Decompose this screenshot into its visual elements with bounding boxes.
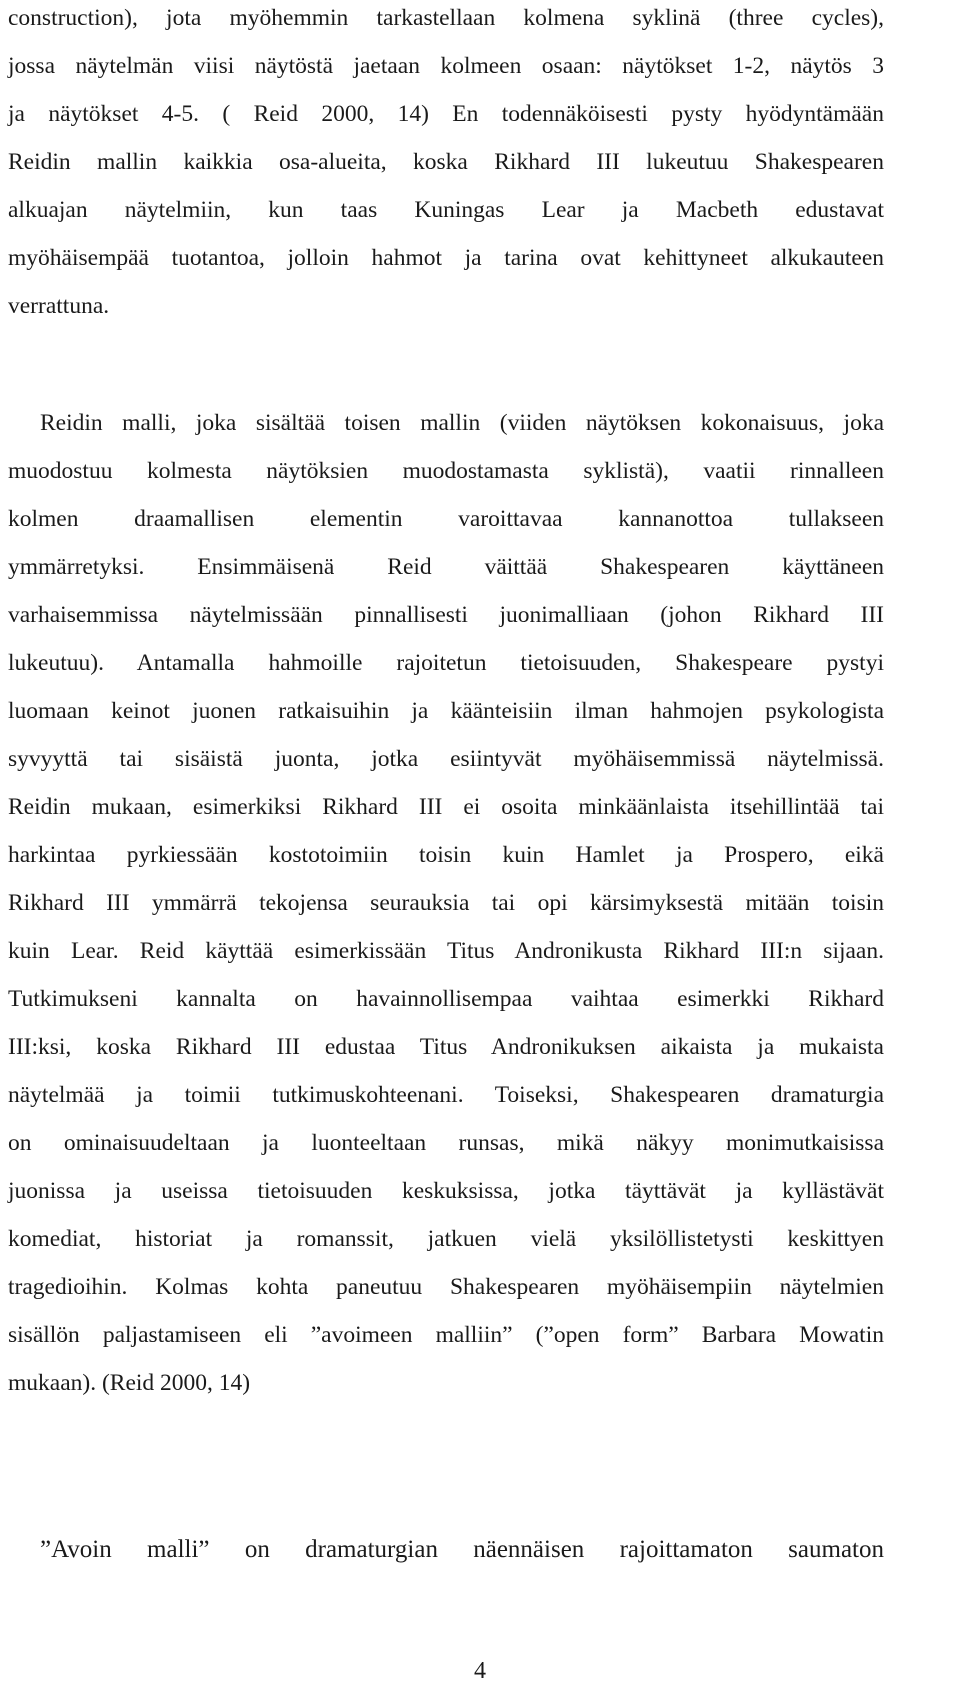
text-line: kuin Lear. Reid käyttää esimerkissään Titus Andronikusta Rikhard III:n sijaan. — [8, 938, 884, 964]
text-line: ”Avoin malli” on dramaturgian näennäisen rajoittamaton saumaton — [40, 1536, 884, 1563]
text-line: Rikhard III ymmärrä tekojensa seurauksia tai opi kärsimyksestä mitään toisin — [8, 890, 884, 916]
page-number: 4 — [474, 1658, 486, 1684]
paragraph-2 — [8, 399, 884, 1407]
text-line: construction), jota myöhemmin tarkastellaan kolmena syklinä (three cycles), — [8, 5, 884, 31]
text-line: Reidin mukaan, esimerkiksi Rikhard III ei osoita minkäänlaista itsehillintää tai — [8, 794, 884, 820]
text-line: ja näytökset 4-5. ( Reid 2000, 14) En todennäköisesti pysty hyödyntämään — [8, 101, 884, 127]
text-line: Reidin mallin kaikkia osa-alueita, koska Rikhard III lukeutuu Shakespearen — [8, 149, 884, 175]
text-line: harkintaa pyrkiessään kostotoimiin toisin kuin Hamlet ja Prospero, eikä — [8, 842, 884, 868]
text-line: alkuajan näytelmiin, kun taas Kuningas Lear ja Macbeth edustavat — [8, 197, 884, 223]
text-line: jossa näytelmän viisi näytöstä jaetaan kolmeen osaan: näytökset 1-2, näytös 3 — [8, 53, 884, 79]
text-line: myöhäisempää tuotantoa, jolloin hahmot ja tarina ovat kehittyneet alkukauteen — [8, 245, 884, 271]
text-line: komediat, historiat ja romanssit, jatkuen vielä yksilöllistetysti keskittyen — [8, 1226, 884, 1252]
text-line: III:ksi, koska Rikhard III edustaa Titus Andronikuksen aikaista ja mukaista — [8, 1034, 884, 1060]
text-line: mukaan). (Reid 2000, 14) — [8, 1370, 251, 1396]
text-line: muodostuu kolmesta näytöksien muodostamasta syklistä), vaatii rinnalleen — [8, 458, 884, 484]
paragraph-1 — [8, 0, 884, 330]
text-line: Tutkimukseni kannalta on havainnollisempaa vaihtaa esimerkki Rikhard — [8, 986, 884, 1012]
text-line: luomaan keinot juonen ratkaisuihin ja käänteisiin ilman hahmojen psykologista — [8, 698, 884, 724]
text-line: Reidin malli, joka sisältää toisen mallin (viiden näytöksen kokonaisuus, joka — [40, 410, 884, 436]
text-line: juonissa ja useissa tietoisuuden keskuksissa, jotka täyttävät ja kyllästävät — [8, 1178, 884, 1204]
text-line: on ominaisuudeltaan ja luonteeltaan runsas, mikä näkyy monimutkaisissa — [8, 1130, 884, 1156]
text-line: syvyyttä tai sisäistä juonta, jotka esiintyvät myöhäisemmissä näytelmissä. — [8, 746, 884, 772]
text-line: kolmen draamallisen elementin varoittavaa kannanottoa tullakseen — [8, 506, 884, 532]
paragraph-3 — [8, 1526, 884, 1574]
text-line: ymmärretyksi. Ensimmäisenä Reid väittää Shakespearen käyttäneen — [8, 554, 884, 580]
text-line: näytelmää ja toimii tutkimuskohteenani. Toiseksi, Shakespearen dramaturgia — [8, 1082, 884, 1108]
text-line: verrattuna. — [8, 293, 110, 319]
text-line: varhaisemmissa näytelmissään pinnallisesti juonimalliaan (johon Rikhard III — [8, 602, 884, 628]
text-line: sisällön paljastamiseen eli ”avoimeen malliin” (”open form” Barbara Mowatin — [8, 1322, 884, 1348]
text-line: lukeutuu). Antamalla hahmoille rajoitetun tietoisuuden, Shakespeare pystyi — [8, 650, 884, 676]
text-line: tragedioihin. Kolmas kohta paneutuu Shakespearen myöhäisempiin näytelmien — [8, 1274, 884, 1300]
